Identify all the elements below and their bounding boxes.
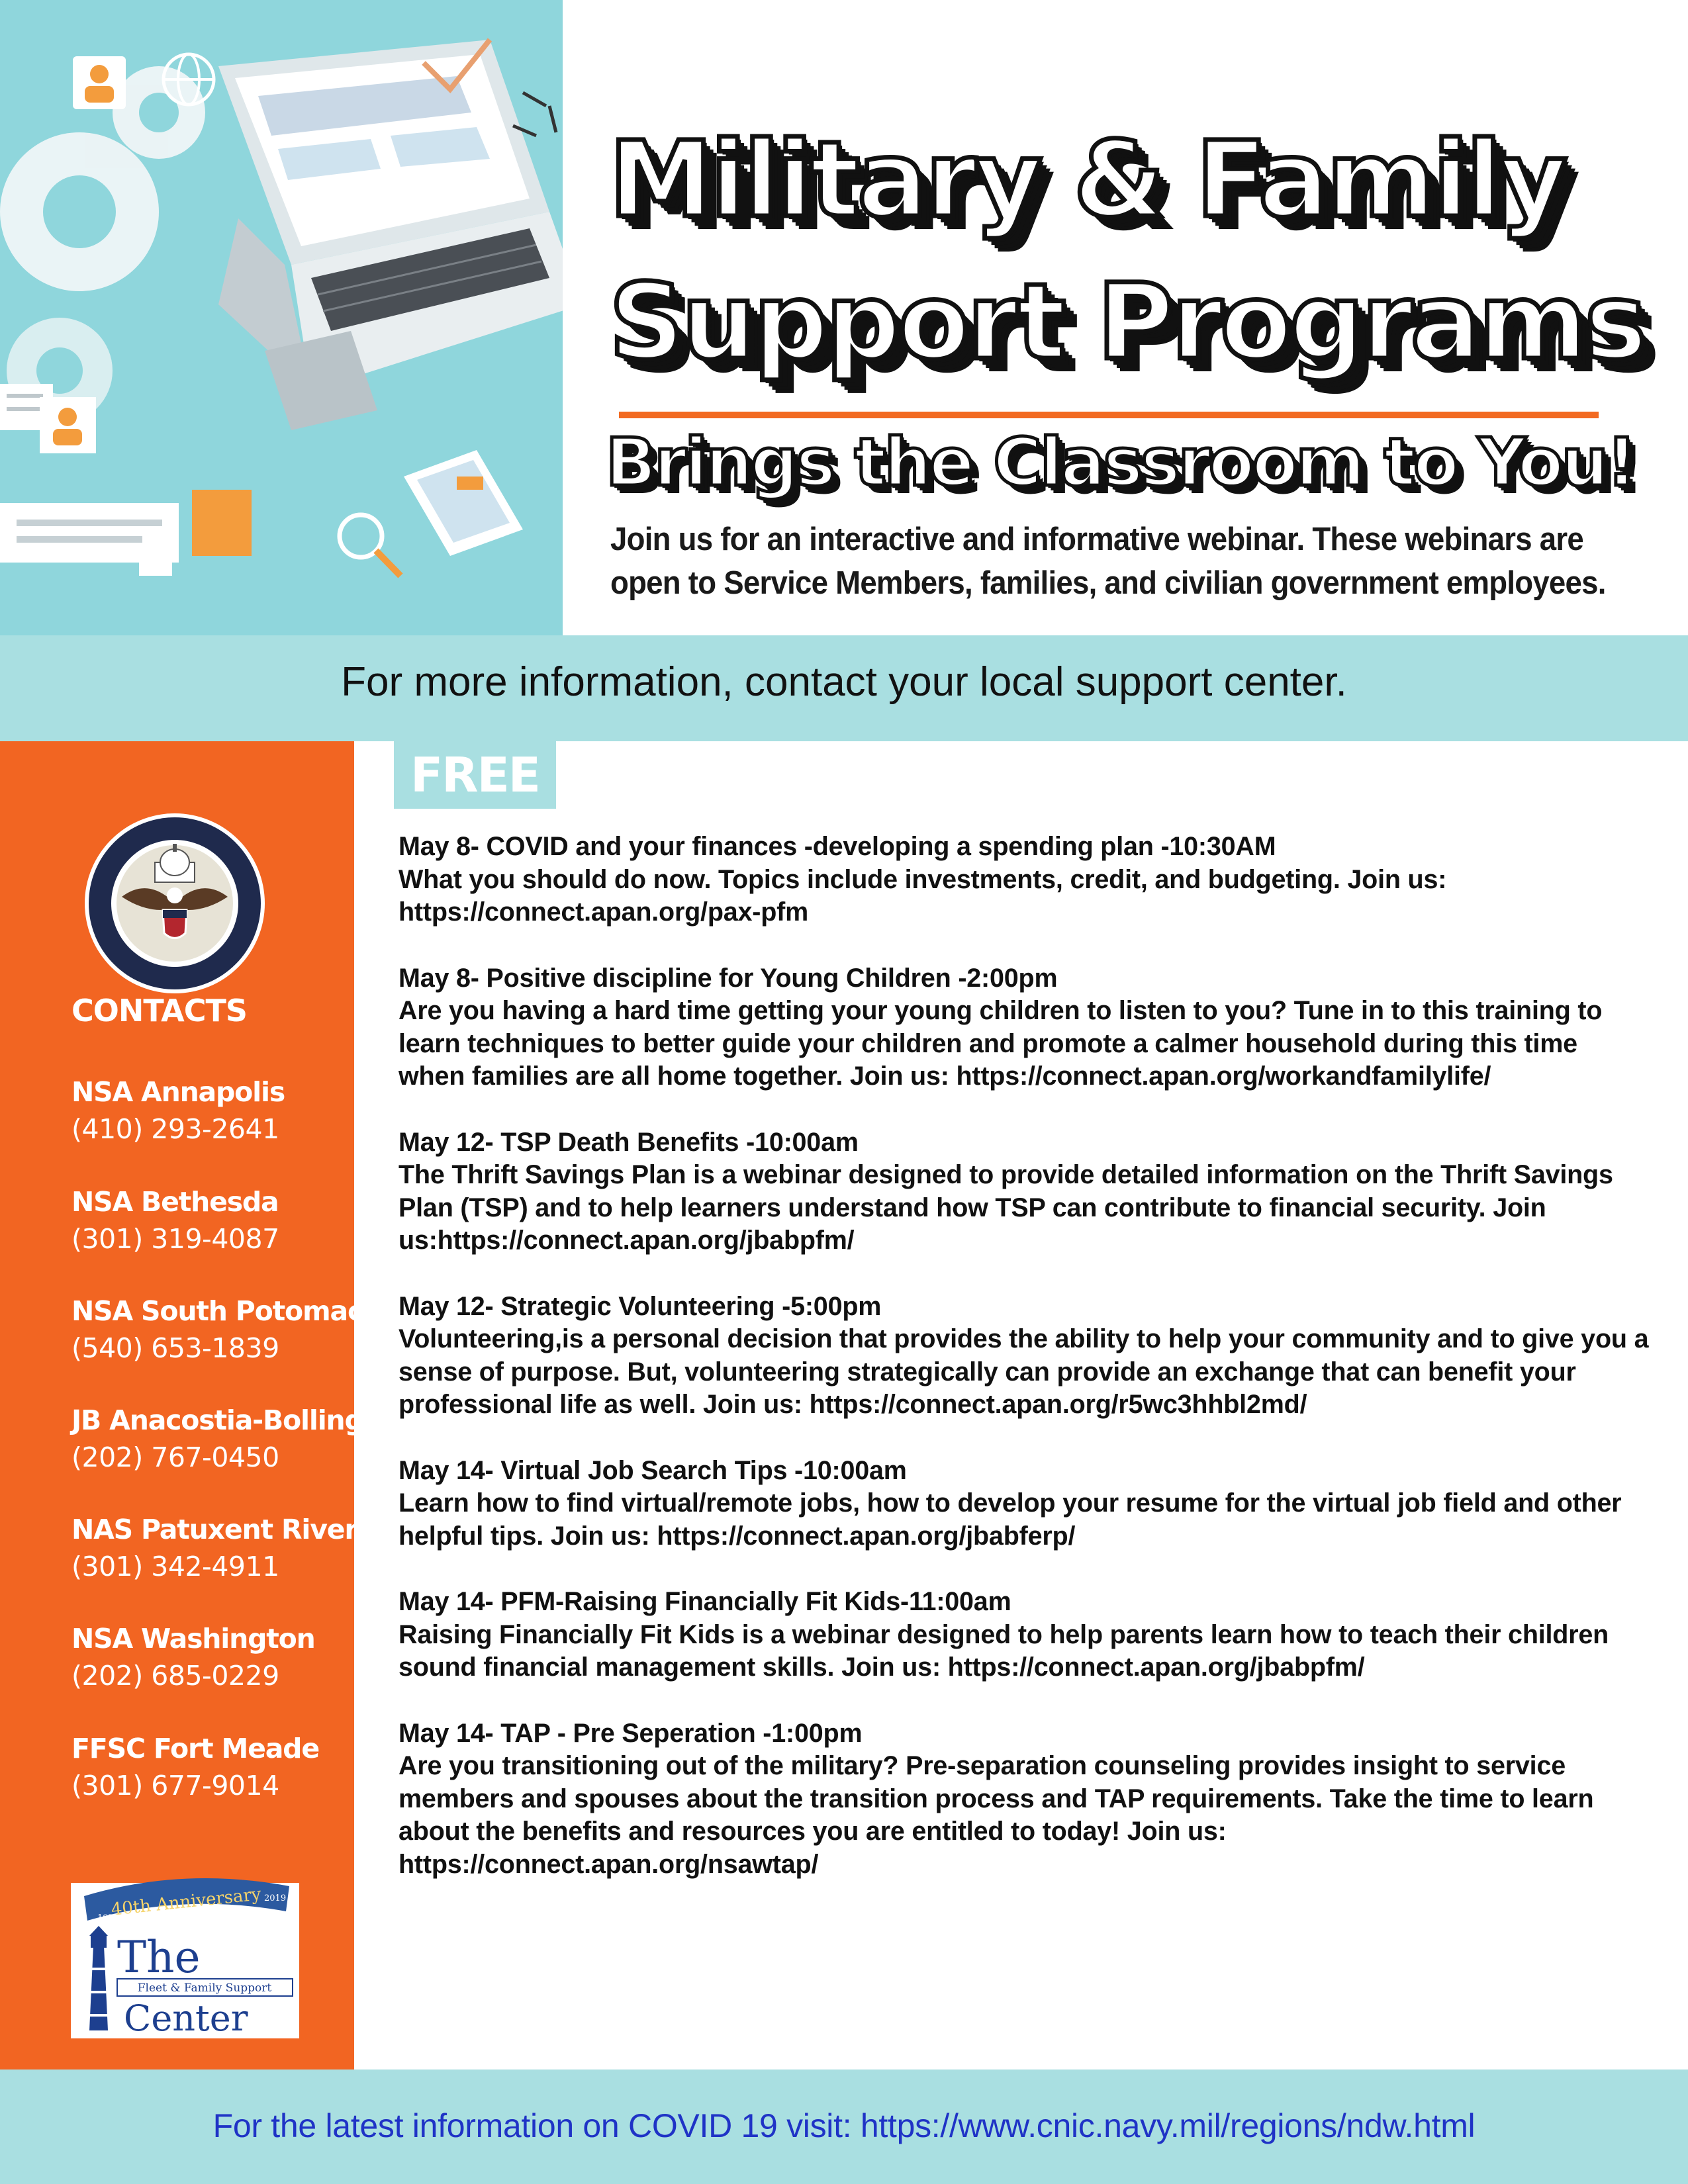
logo-org-name: Fleet & Family Support [137,1981,272,1995]
intro-line-2: open to Service Members, families, and civilian government employees. [610,565,1606,601]
event-item [399,1291,1650,1422]
event-item [399,1586,1650,1684]
logo-the: The [117,1932,201,1983]
event-title: May 8- COVID and your finances -developing a spending plan -10:30AM [399,832,1276,861]
contact-nsa-washington [71,1620,315,1694]
contact-nas-patuxent-river [71,1511,357,1585]
logo-center: Center [124,1997,248,2038]
intro-text [610,518,1606,605]
title-divider [619,412,1599,418]
event-title: May 14- PFM-Raising Financially Fit Kids-11:00am [399,1587,1011,1616]
contact-phone: (540) 653-1839 [71,1332,279,1364]
event-description: The Thrift Savings Plan is a webinar designed to provide detailed information on the Thrift Savings Plan (TSP) and to help learners understand how TSP can contribute to financial security. Join us:https://connect.apan.org/jbabpfm/ [399,1160,1613,1255]
contact-nsa-south-potomac [71,1293,363,1367]
contact-phone: (301) 677-9014 [71,1770,279,1801]
page-title-line-1: Military & Family [609,119,1565,241]
event-title: May 12- TSP Death Benefits -10:00am [399,1127,859,1157]
contact-name: JB Anacostia-Bolling [71,1404,363,1436]
laptop-illustration-icon [0,0,563,635]
covid-info-link[interactable]: For the latest information on COVID 19 visit: https://www.cnic.navy.mil/regions/ndw.html [212,2107,1476,2144]
hero-illustration [0,0,563,635]
contact-name: NSA Bethesda [71,1186,279,1218]
contact-jb-anacostia-bolling [71,1402,363,1476]
contact-phone: (410) 293-2641 [71,1113,279,1145]
contact-phone: (202) 767-0450 [71,1441,279,1473]
event-description: Are you having a hard time getting your young children to listen to you? Tune in to this training to learn techniques to better guide your children and promote a calmer household during this time when families are all home together. Join us: https://connect.apan.org/workandfamilylife/ [399,996,1603,1091]
contact-phone: (301) 319-4087 [71,1223,279,1255]
contact-name: NSA South Potomac [71,1295,363,1327]
contact-banner-text: For more information, contact your local support center. [341,659,1347,705]
event-item [399,831,1650,929]
event-description: Are you transitioning out of the military? Pre-separation counseling provides insight to service members and spouses about the transition process and TAP requirements. Take the time to learn about the benefits and resources you are entitled to today! Join us: https://connect.apan.org/nsawtap/ [399,1751,1594,1879]
fleet-family-support-center-logo [71,1860,299,2038]
page-title-line-2: Support Programs [609,261,1645,383]
intro-line-1: Join us for an interactive and informative webinar. These webinars are [610,522,1583,557]
logo-year-start: 1979 [97,1913,120,1923]
event-title: May 14- TAP - Pre Seperation -1:00pm [399,1718,863,1748]
event-item [399,1126,1650,1257]
contact-name: NSA Annapolis [71,1076,285,1108]
event-title: May 12- Strategic Volunteering -5:00pm [399,1291,882,1321]
event-title: May 14- Virtual Job Search Tips -10:00am [399,1455,907,1485]
event-item [399,1717,1650,1882]
contact-name: FFSC Fort Meade [71,1733,319,1764]
logo-year-end: 2019 [264,1893,287,1903]
contact-phone: (301) 342-4911 [71,1551,279,1582]
contact-name: NAS Patuxent River [71,1514,357,1545]
logo-anniversary-text: 40th Anniversary [110,1884,262,1920]
free-label: FREE [410,747,539,803]
contacts-heading: CONTACTS [71,993,248,1028]
contact-name: NSA Washington [71,1623,315,1655]
contact-phone: (202) 685-0229 [71,1660,279,1692]
event-description: Learn how to find virtual/remote jobs, how to develop your resume for the virtual job field and other helpful tips. Join us: https://connect.apan.org/jbabferp/ [399,1488,1622,1551]
contact-ffsc-fort-meade [71,1730,319,1804]
naval-district-seal-icon [82,811,267,996]
events-list [399,831,1650,1914]
event-description: What you should do now. Topics include investments, credit, and budgeting. Join us: https://connect.apan.org/pax-pfm [399,864,1447,927]
page-subtitle: Brings the Classroom to You! [606,424,1635,501]
contact-nsa-bethesda [71,1183,279,1257]
event-description: Raising Financially Fit Kids is a webinar designed to help parents learn how to teach their children sound financial management skills. Join us: https://connect.apan.org/jbabpfm/ [399,1619,1609,1682]
contact-nsa-annapolis [71,1073,285,1148]
event-item [399,1455,1650,1553]
event-title: May 8- Positive discipline for Young Children -2:00pm [399,963,1058,993]
event-description: Volunteering,is a personal decision that provides the ability to help your community and to give you a sense of purpose. But, volunteering strategically can provide an exchange that can benefit your professional life as well. Join us: https://connect.apan.org/r5wc3hhbl2md/ [399,1324,1649,1419]
event-item [399,962,1650,1093]
